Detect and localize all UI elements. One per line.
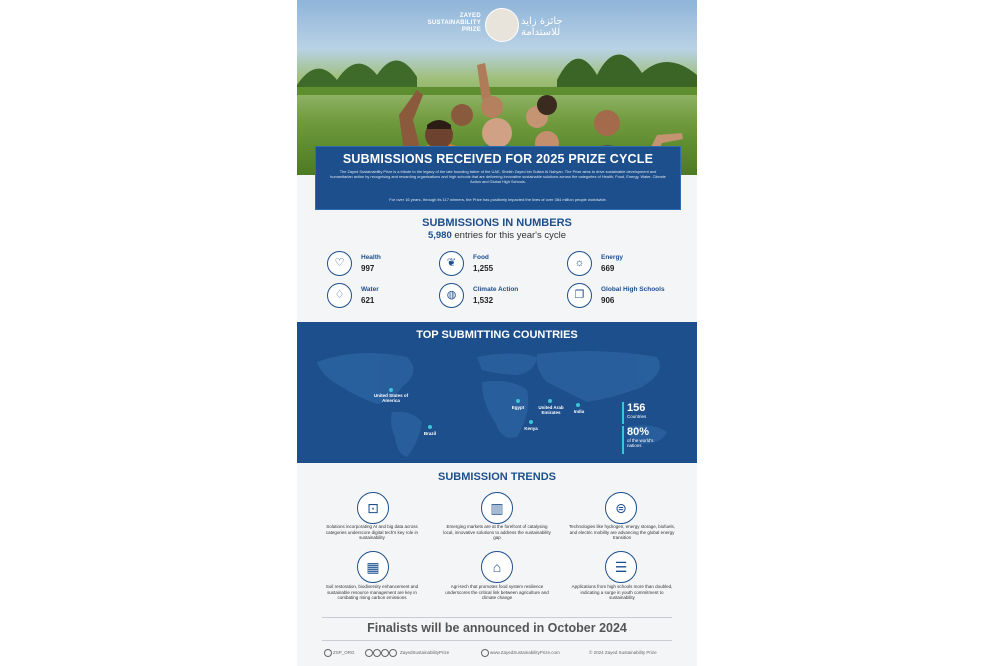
x-social-icon[interactable] — [324, 649, 332, 657]
pin-brazil — [428, 425, 432, 429]
category-energy: ☼ Energy 669 — [567, 251, 677, 275]
book-icon: ❐ — [567, 283, 592, 308]
trend-text: Solutions incorporating AI and big data across categories underscore digital tech's key role in sustainability — [325, 524, 419, 540]
footer-copyright: © 2024 Zayed Sustainability Prize — [589, 650, 657, 655]
page-title: SUBMISSIONS RECEIVED FOR 2025 PRIZE CYCLE — [342, 152, 654, 166]
portrait-emblem-icon — [485, 8, 519, 42]
soil-icon: ▦ — [357, 551, 389, 583]
agritech-icon: ⌂ — [481, 551, 513, 583]
facebook-icon[interactable] — [373, 649, 381, 657]
globe-icon: ◍ — [439, 283, 464, 308]
globe-icon — [481, 649, 489, 657]
footer-handle[interactable]: ZSP_ORG — [333, 650, 355, 655]
pin-usa — [389, 388, 393, 392]
country-label-kenya: Kenya — [524, 426, 538, 431]
countries-section — [297, 322, 697, 463]
ai-chip-icon: ⊡ — [357, 492, 389, 524]
ev-car-icon: ⊜ — [605, 492, 637, 524]
logo-text: ZAYED SUSTAINABILITY PRIZE — [427, 13, 481, 33]
trend-text: Technologies like hydrogen, energy storage, biofuels, and electric mobility are advancing the global energy transition — [568, 524, 676, 540]
trends-title: SUBMISSION TRENDS — [438, 471, 556, 483]
country-label-egypt: Egypt — [511, 405, 525, 410]
trend-text: Applications from high schools more than doubled, indicating a surge in youth commitment to sustainability — [571, 584, 673, 600]
numbers-subtitle: 5,980 entries for this year's cycle — [427, 230, 567, 241]
application-icon: ☰ — [605, 551, 637, 583]
finalists-announcement: Finalists will be announced in October 2024 — [367, 621, 627, 635]
footer — [297, 650, 697, 662]
country-label-india: India — [573, 409, 585, 414]
logo-arabic-text: جائزة زايد للاستدامة — [521, 16, 563, 38]
heart-icon: ♡ — [327, 251, 352, 276]
leaf-icon: ❦ — [439, 251, 464, 276]
country-label-usa: United States of America — [373, 393, 409, 403]
instagram-icon[interactable] — [365, 649, 373, 657]
stat-world-share: 80% of the world's nations — [627, 426, 654, 448]
stat-countries: 156 Countries — [627, 402, 647, 419]
footer-website[interactable]: www.ZayedSustainabilityPrize.com — [490, 650, 560, 655]
impact-statement: For over 16 years, through its 117 winners, the Prize has positively impacted the lives of over 384 million people worldwide. — [389, 197, 607, 202]
numbers-title: SUBMISSIONS IN NUMBERS — [422, 217, 572, 229]
category-grid — [327, 251, 677, 309]
city-icon: ▥ — [481, 492, 513, 524]
infographic-poster — [297, 0, 697, 666]
trend-text: Emerging markets are at the forefront of catalysing local, innovative solutions to address the sustainability gap — [443, 524, 551, 540]
category-water: ♢ Water 621 — [327, 283, 437, 307]
country-label-uae: United Arab Emirates — [538, 405, 564, 415]
stat-divider — [622, 402, 624, 424]
divider — [322, 617, 672, 618]
category-health: ♡ Health 997 — [327, 251, 437, 275]
intro-paragraph: The Zayed Sustainability Prize is a tribute to the legacy of the late founding father of the UAE, Sheikh Zayed bin Sultan Al Nahyan. The Prize aims to drive sustainable development and humanitarian action by recognising and rewarding organisations and high schools that are delivering innovative sustainable solutions across the categories of Health, Food, Energy, Water, Climate Action and Global High Schools. — [330, 169, 666, 184]
youtube-icon[interactable] — [389, 649, 397, 657]
category-climate-action: ◍ Climate Action 1,532 — [439, 283, 549, 307]
trend-text: Soil restoration, biodiversity enhancement and sustainable resource management are key in combating rising carbon emissions — [325, 584, 419, 600]
zsp-logo — [417, 8, 577, 42]
pin-india — [576, 403, 580, 407]
countries-title: TOP SUBMITTING COUNTRIES — [416, 329, 578, 341]
linkedin-icon[interactable] — [381, 649, 389, 657]
country-label-brazil: Brazil — [423, 431, 437, 436]
divider — [322, 640, 672, 641]
trend-text: Agri-tech that promotes food system resilience underscores the critical link between agriculture and climate change — [445, 584, 549, 600]
pin-egypt — [516, 399, 520, 403]
category-food: ❦ Food 1,255 — [439, 251, 549, 275]
stat-divider — [622, 426, 624, 454]
bulb-icon: ☼ — [567, 251, 592, 276]
pin-kenya — [529, 420, 533, 424]
intro-banner — [315, 146, 681, 210]
water-drop-icon: ♢ — [327, 283, 352, 308]
footer-handle-2[interactable]: ZayedSustainabilityPrize — [400, 650, 450, 655]
pin-uae — [548, 399, 552, 403]
category-global-high-schools: ❐ Global High Schools 906 — [567, 283, 677, 307]
